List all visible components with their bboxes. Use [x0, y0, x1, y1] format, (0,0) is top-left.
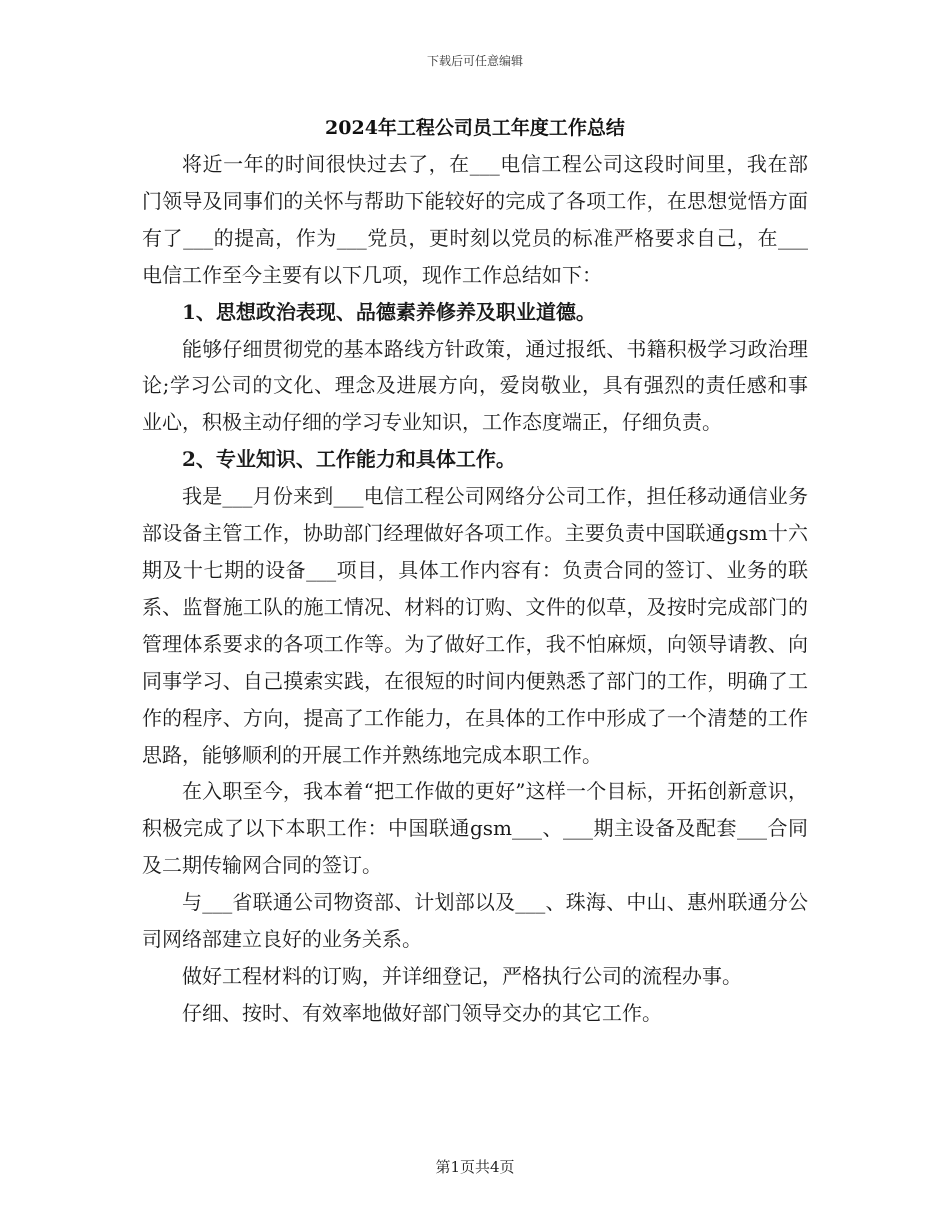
paragraph-relations: 与___省联通公司物资部、计划部以及___、珠海、中山、惠州联通分公司网络部建立良好的业务关系。: [142, 890, 808, 952]
paragraph-political: 能够仔细贯彻党的基本路线方针政策，通过报纸、书籍积极学习政治理论;学习公司的文化、理念及进展方向，爱岗敬业，具有强烈的责任感和事业心，积极主动仔细的学习专业知识，工作态度端正，仔细负责。: [142, 336, 808, 435]
paragraph-other-tasks: 仔细、按时、有效率地做好部门领导交办的其它工作。: [182, 1000, 662, 1025]
header-note: 下载后可任意编辑: [426, 54, 523, 68]
paragraph-materials: 做好工程材料的订购，并详细登记，严格执行公司的流程办事。: [182, 963, 742, 988]
section-heading-2: 2、专业知识、工作能力和具体工作。: [182, 447, 516, 472]
paragraph-work-details: 我是___月份来到___电信工程公司网络分公司工作，担任移动通信业务部设备主管工作，协助部门经理做好各项工作。主要负责中国联通gsm十六期及十七期的设备___项目，具体工作内容有：负责合同的签订、业务的联系、监督施工队的施工情况、材料的订购、文件的似草，及按时完成部门的管理体系要求的各项工作等。为了做好工作，我不怕麻烦，向领导请教、向同事学习、自己摸索实践，在很短的时间内便熟悉了部门的工作，明确了工作的程序、方向，提高了工作能力，在具体的工作中形成了一个清楚的工作思路，能够顺利的开展工作并熟练地完成本职工作。: [142, 484, 808, 767]
document-title: 2024年工程公司员工年度工作总结: [325, 117, 625, 139]
document-body: [142, 146, 808, 1032]
section-heading-1: 1、思想政治表现、品德素养修养及职业道德。: [182, 299, 596, 324]
paragraph-intro: 将近一年的时间很快过去了，在___电信工程公司这段时间里，我在部门领导及同事们的关怀与帮助下能较好的完成了各项工作，在思想觉悟方面有了___的提高，作为___党员，更时刻以党员的标准严格要求自己，在___电信工作至今主要有以下几项，现作工作总结如下：: [142, 152, 808, 287]
paragraph-achievements: 在入职至今，我本着“把工作做的更好”这样一个目标，开拓创新意识，积极完成了以下本职工作：中国联通gsm___、___期主设备及配套___合同及二期传输网合同的签订。: [142, 779, 808, 878]
page-indicator: 第1页共4页: [435, 1158, 515, 1176]
